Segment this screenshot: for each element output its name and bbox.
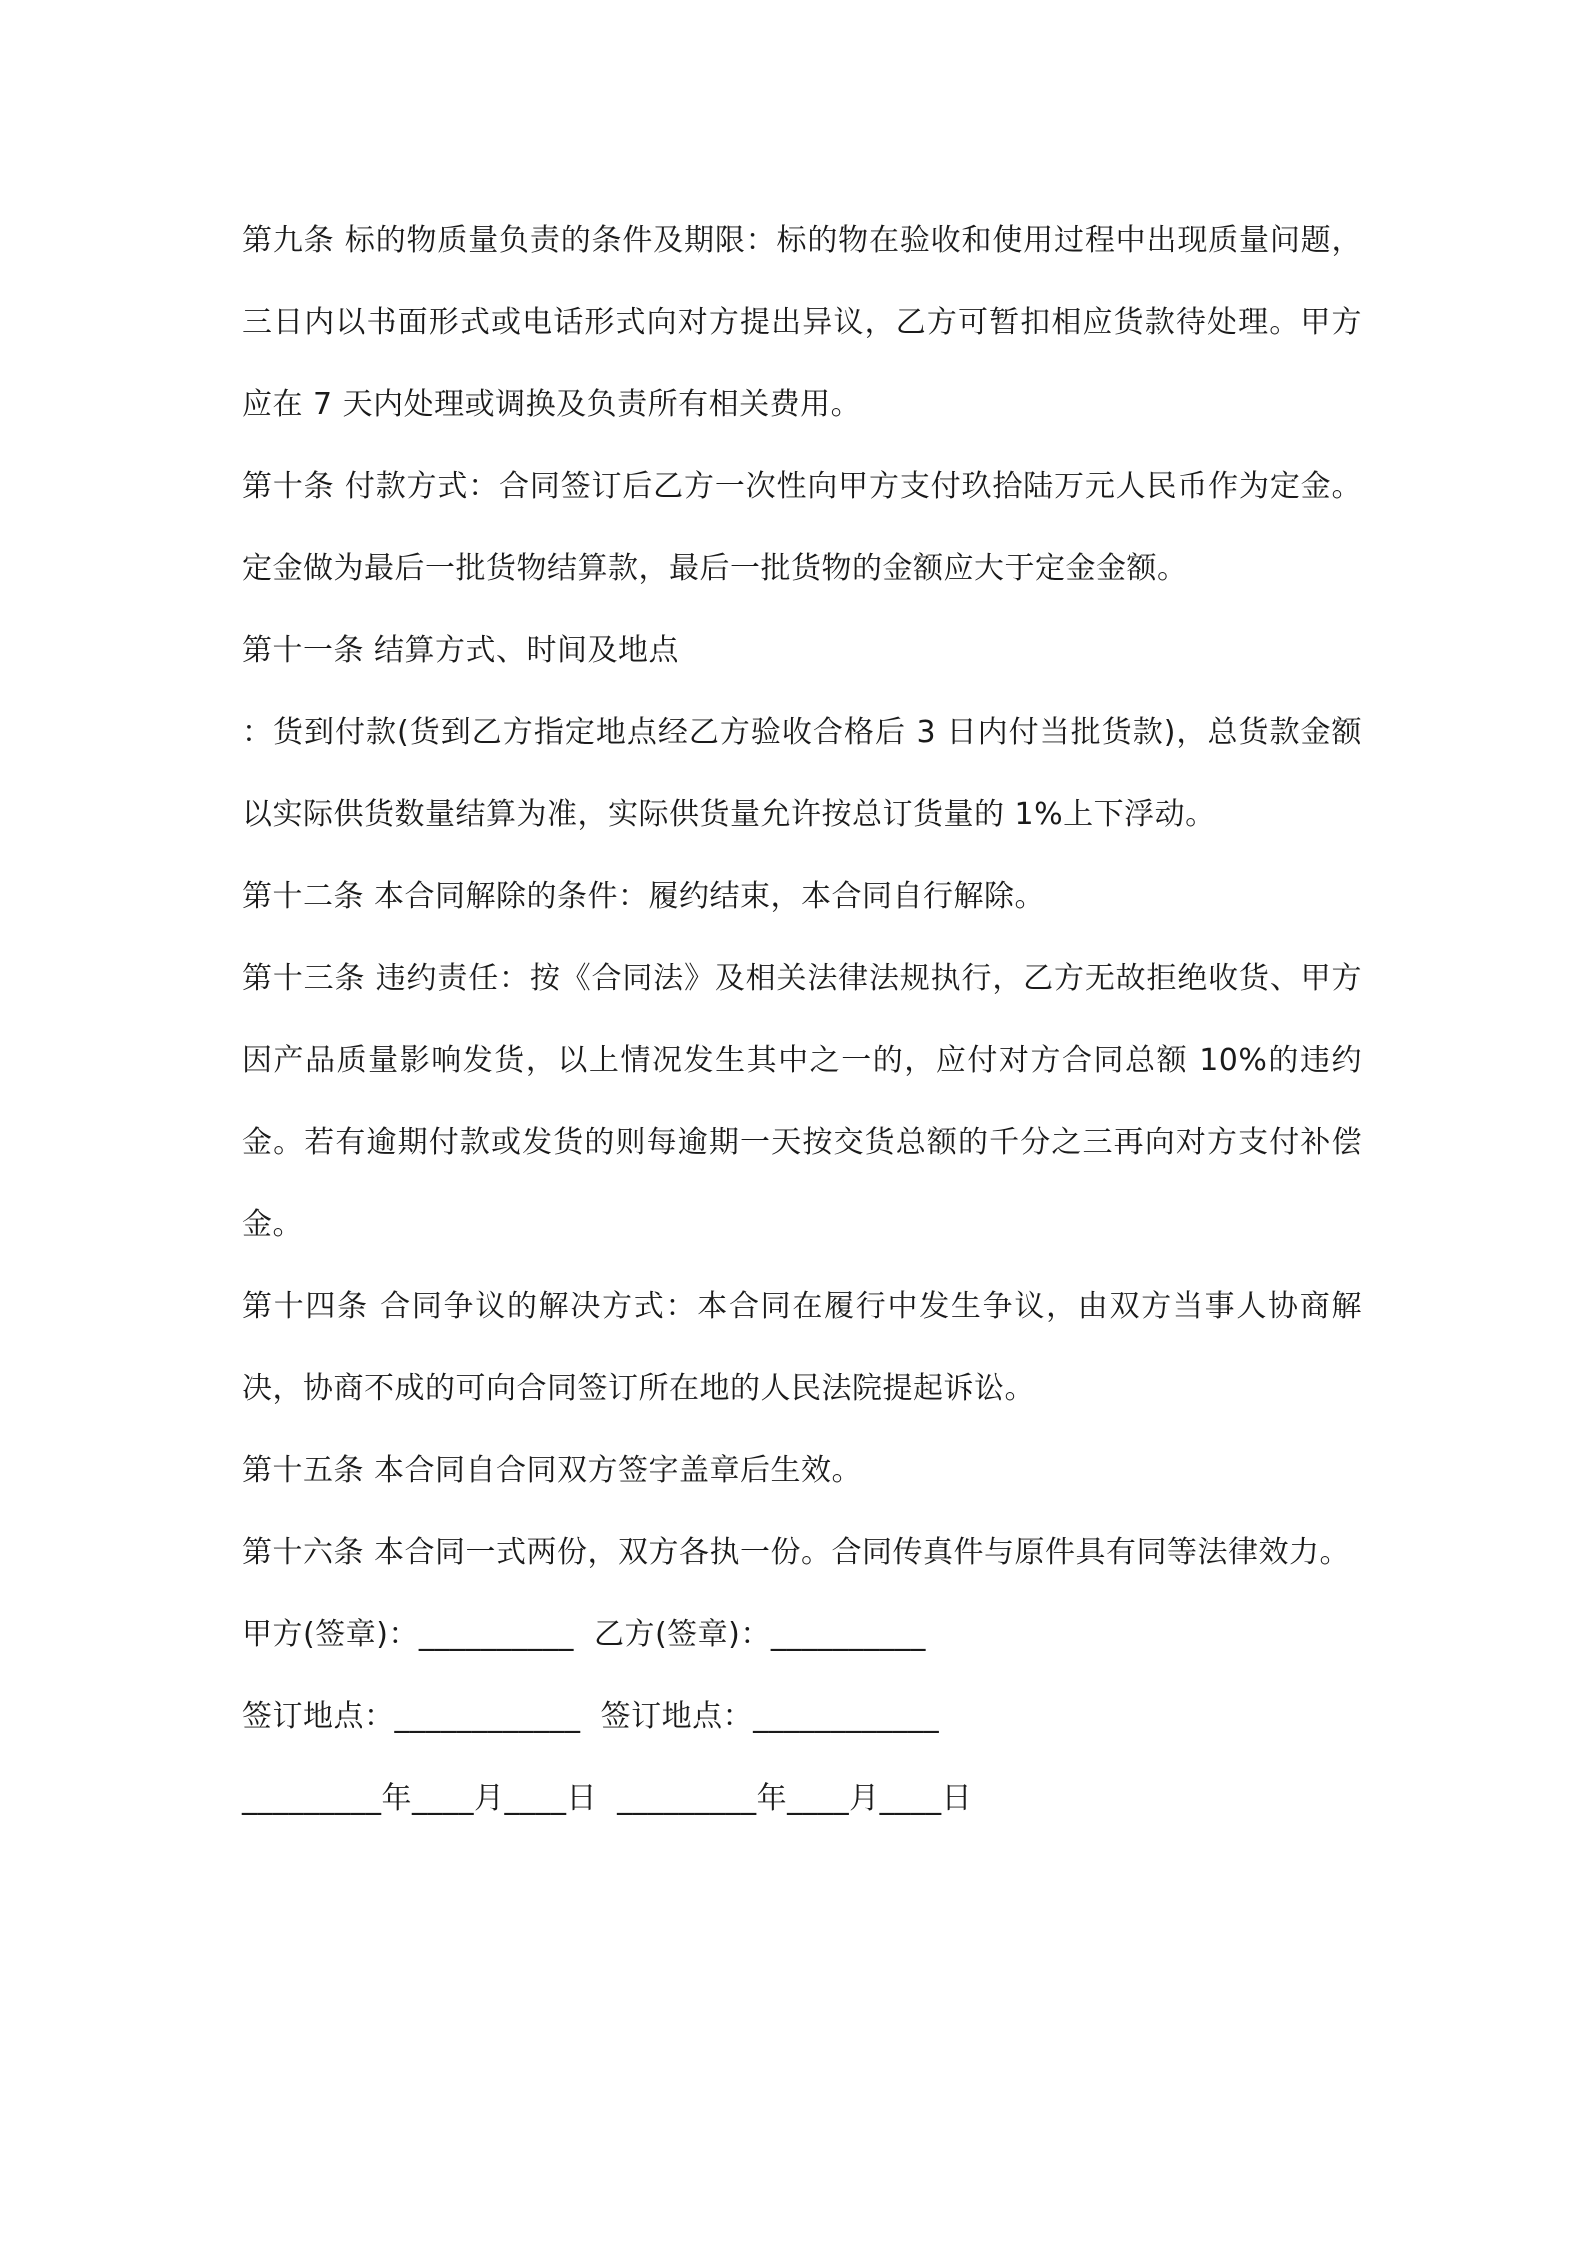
signing-date-line: _________年____月____日 _________年____月____日	[242, 1781, 973, 1816]
clause-16: 第十六条 本合同一式两份，双方各执一份。合同传真件与原件具有同等法律效力。	[242, 1535, 1351, 1570]
signing-place-line: 签订地点：____________ 签订地点：____________	[242, 1699, 940, 1734]
clause-11-heading: 第十一条 结算方式、时间及地点	[242, 633, 680, 668]
clause-14: 第十四条 合同争议的解决方式：本合同在履行中发生争议，由双方当事人协商解决，协商不成的可向合同签订所在地的人民法院提起诉讼。	[242, 1289, 1362, 1406]
signature-line: 甲方(签章)：__________ 乙方(签章)：__________	[242, 1617, 926, 1652]
clause-13: 第十三条 违约责任：按《合同法》及相关法律法规执行，乙方无故拒绝收货、甲方因产品质量影响发货，以上情况发生其中之一的，应付对方合同总额 10%的违约金。若有逾期付款或发货的则每逾期一天按交货总额的千分之三再向对方支付补偿金。	[242, 961, 1362, 1242]
clause-11-body: ：货到付款(货到乙方指定地点经乙方验收合格后 3 日内付当批货款)，总货款金额以实际供货数量结算为准，实际供货量允许按总订货量的 1%上下浮动。	[242, 715, 1362, 832]
clause-9: 第九条 标的物质量负责的条件及期限：标的物在验收和使用过程中出现质量问题，三日内以书面形式或电话形式向对方提出异议，乙方可暂扣相应货款待处理。甲方应在 7 天内处理或调换及负责所有相关费用。	[242, 223, 1362, 422]
clause-10: 第十条 付款方式：合同签订后乙方一次性向甲方支付玖拾陆万元人民币作为定金。定金做为最后一批货物结算款，最后一批货物的金额应大于定金金额。	[242, 469, 1362, 586]
document-body	[242, 200, 1362, 1840]
clause-12: 第十二条 本合同解除的条件：履约结束，本合同自行解除。	[242, 879, 1046, 914]
clause-15: 第十五条 本合同自合同双方签字盖章后生效。	[242, 1453, 863, 1488]
